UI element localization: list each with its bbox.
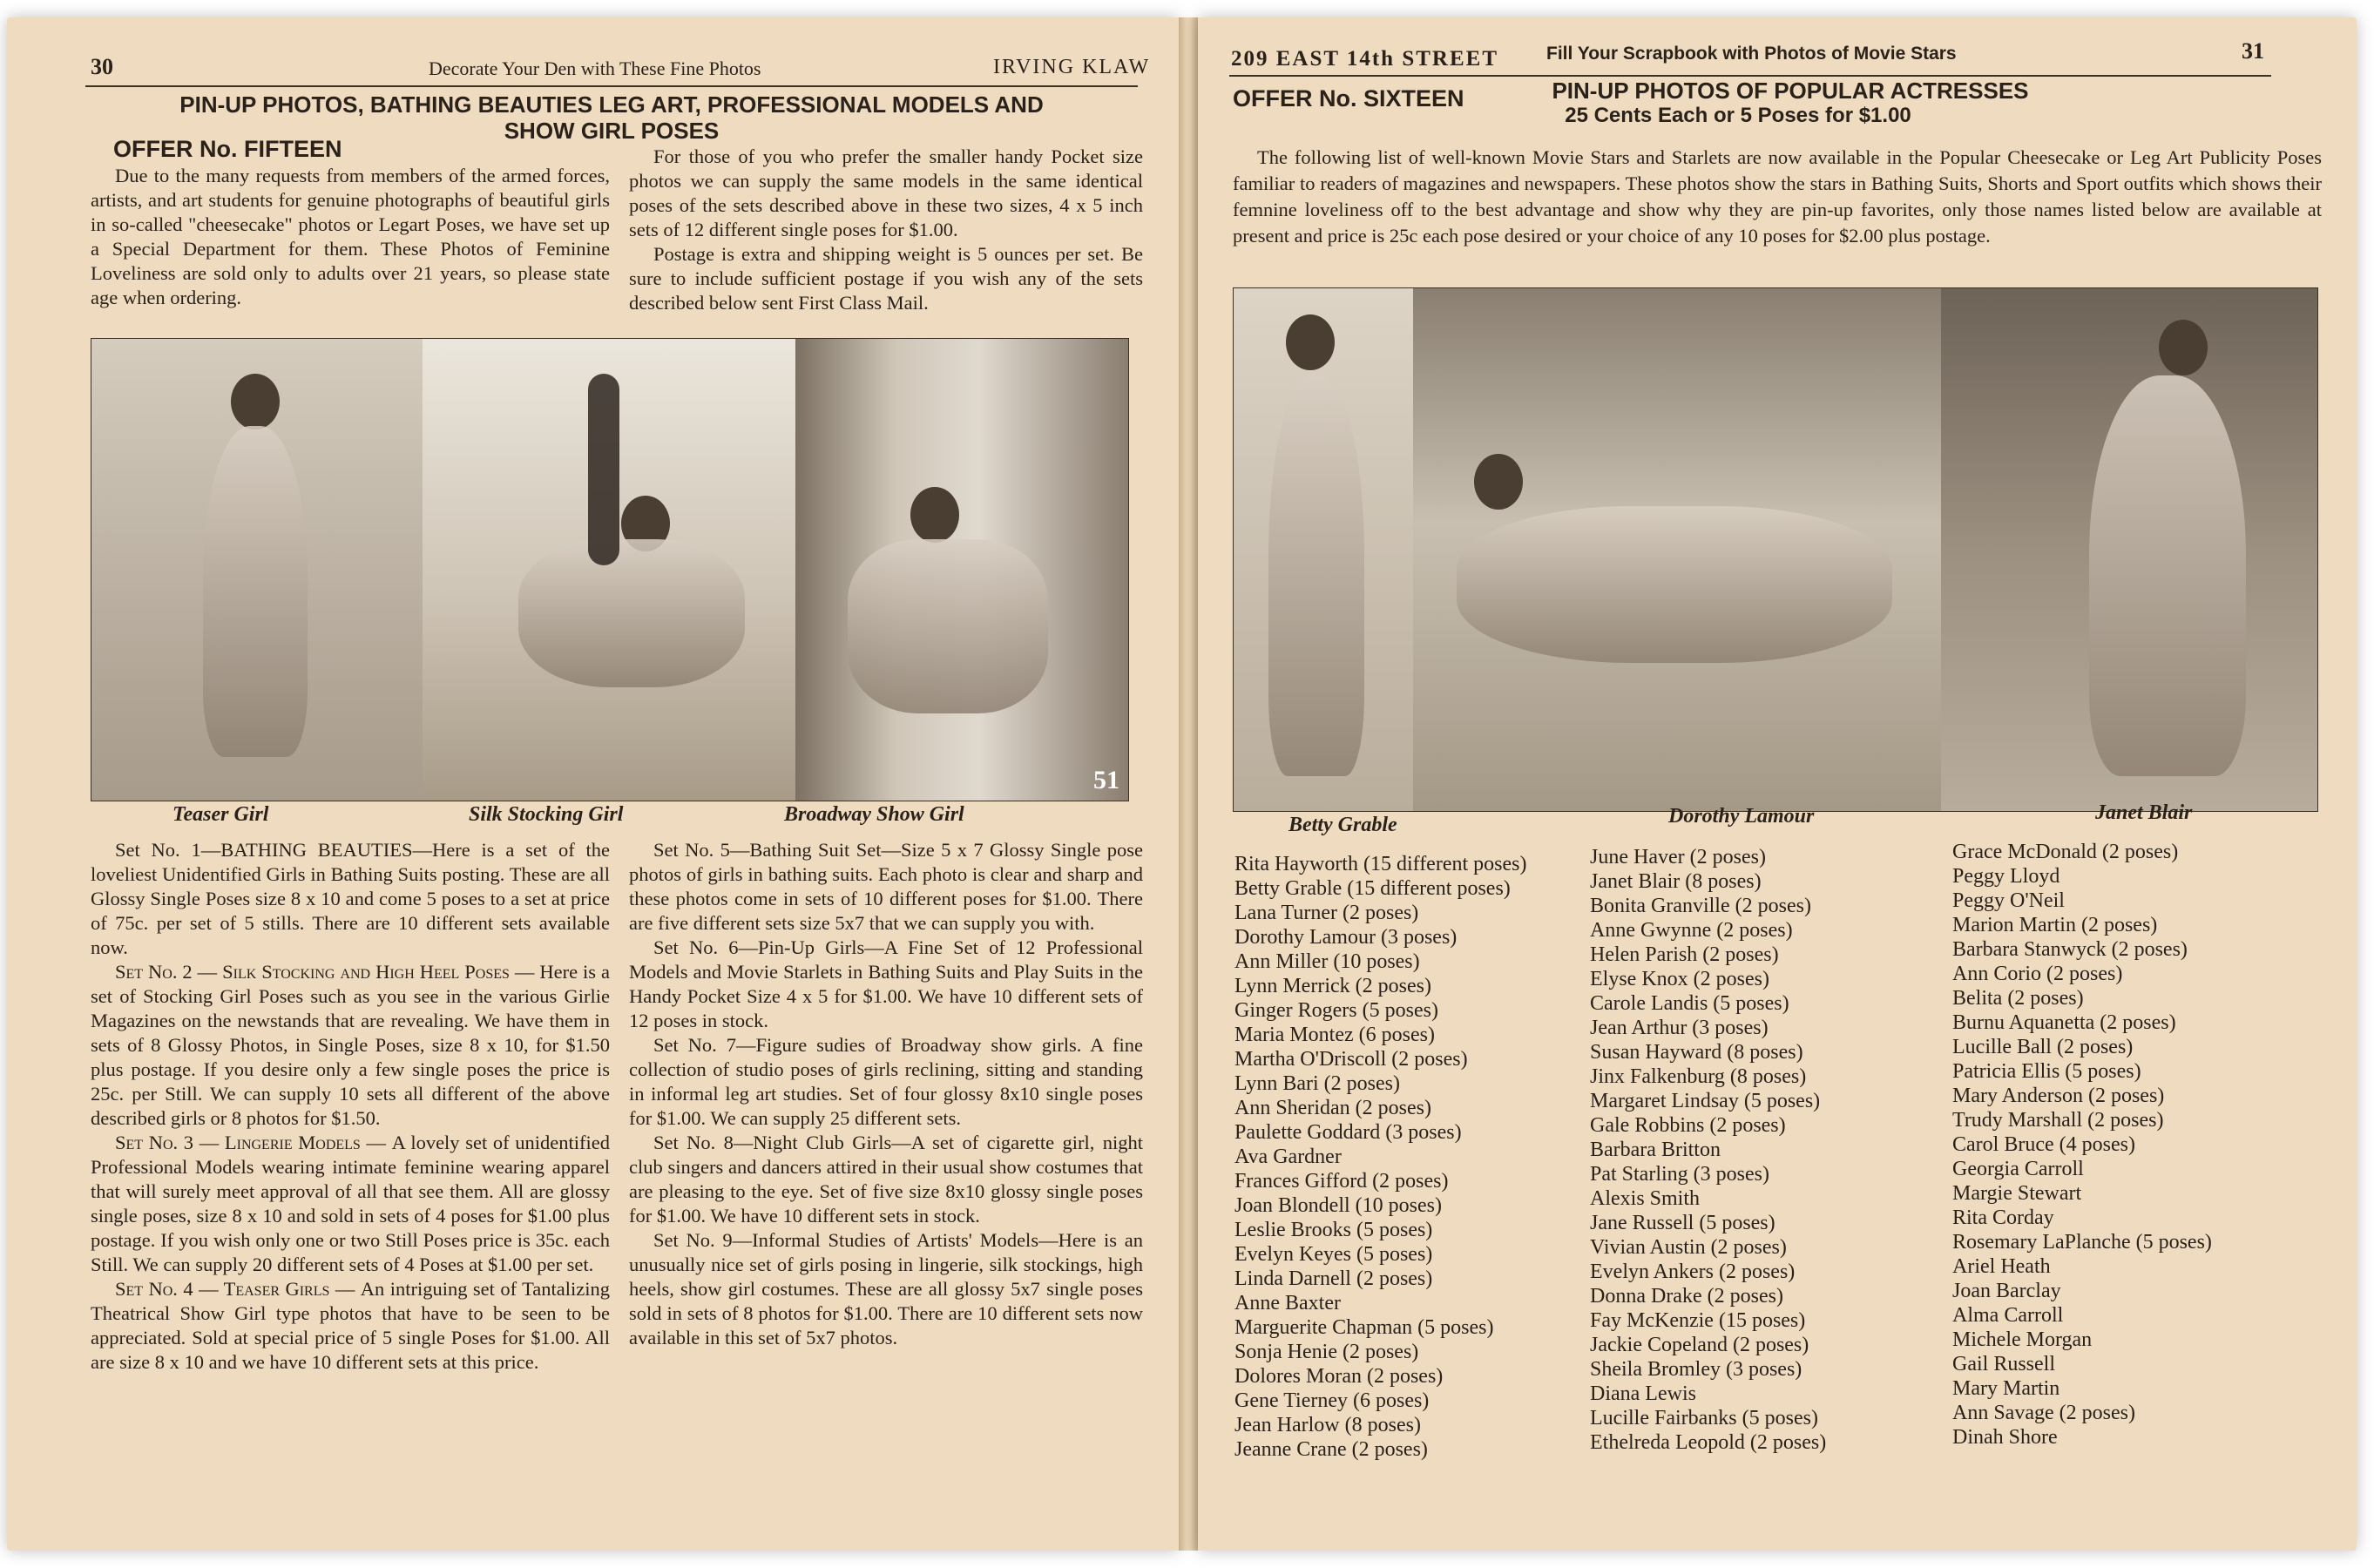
actress-list-item: Joan Blondell (10 poses)	[1234, 1194, 1442, 1217]
page-gutter	[1179, 17, 1198, 1551]
caption-janet-blair: Janet Blair	[2095, 801, 2193, 824]
set-lead: Set No. 5—	[653, 839, 750, 861]
actress-list-item: Ginger Rogers (5 poses)	[1234, 999, 1438, 1022]
actress-list-item: Joan Barclay	[1952, 1280, 2061, 1302]
silk-stocking-girl-photo	[423, 339, 795, 801]
set-paragraph	[629, 1228, 1143, 1350]
actress-list-item: June Haver (2 poses)	[1590, 846, 1766, 868]
janet-blair-photo	[1941, 288, 2317, 811]
actress-list-item: Michele Morgan	[1952, 1328, 2093, 1351]
set-paragraph	[629, 936, 1143, 1033]
caption-silk-stocking-girl: Silk Stocking Girl	[469, 803, 624, 826]
actress-list-item: Carol Bruce (4 poses)	[1952, 1133, 2135, 1156]
set-paragraph	[91, 838, 610, 960]
photo-strip-right	[1233, 287, 2318, 812]
set-lead: Set No. 3 — Lingerie Models —	[115, 1132, 392, 1153]
set-lead: Set No. 9—	[653, 1229, 753, 1251]
figure-body	[1268, 375, 1364, 776]
actress-list-column-1	[1234, 852, 1526, 1462]
actress-list-item: Elyse Knox (2 poses)	[1590, 968, 1769, 990]
figure-head	[1474, 454, 1523, 510]
figure-body	[518, 539, 745, 687]
actress-list-item: Donna Drake (2 poses)	[1590, 1285, 1783, 1308]
set-text: Bathing Suit Set—Size 5 x 7 Glossy Single pose photos of girls in bathing suits. Each photo is clear and sharp and these photos come in sets of 10 different poses for $1.00. There are five different sets size 5x7 that we can supply you with.	[629, 839, 1144, 934]
actress-list-item: Marguerite Chapman (5 poses)	[1234, 1316, 1494, 1339]
teaser-girl-photo	[91, 339, 423, 801]
actress-list-item: Rita Hayworth (15 different poses)	[1234, 853, 1527, 875]
actress-list-item: Lucille Fairbanks (5 poses)	[1590, 1407, 1818, 1429]
figure-head	[1286, 314, 1335, 370]
actress-list-item: Marion Martin (2 poses)	[1952, 914, 2158, 936]
actress-list-item: Alexis Smith	[1590, 1187, 1701, 1210]
actress-list-item: Alma Carroll	[1952, 1304, 2064, 1327]
set-text: Here is a set of the loveliest Unidentified Girls in Bathing Suits posting. These are all Glossy Single Poses size 8 x 10 and come 5 poses to a set at price of 75c. per set of 5 stills. There are 10 different sets available now.	[91, 839, 610, 958]
set-paragraph	[91, 1131, 610, 1277]
caption-dorothy-lamour: Dorothy Lamour	[1668, 805, 1815, 828]
actress-list-item: Margaret Lindsay (5 poses)	[1590, 1090, 1821, 1112]
intro-paragraph: Postage is extra and shipping weight is 5 ounces per set. Be sure to include sufficient postage if you wish any of the sets described below sent First Class Mail.	[629, 243, 1143, 314]
actress-list-item: Anne Gwynne (2 poses)	[1590, 919, 1793, 942]
actress-list-item: Bonita Granville (2 poses)	[1590, 895, 1811, 917]
actress-list-item: Jean Harlow (8 poses)	[1234, 1414, 1421, 1436]
running-head-right: Fill Your Scrapbook with Photos of Movie Stars	[1546, 44, 1957, 64]
betty-grable-photo	[1234, 288, 1413, 811]
headline-line-1: PIN-UP PHOTOS, BATHING BEAUTIES LEG ART, PROFESSIONAL MODELS AND	[179, 91, 1044, 118]
actress-list-item: Janet Blair (8 poses)	[1590, 870, 1762, 893]
offer-fifteen: OFFER No. FIFTEEN	[113, 136, 342, 162]
actress-list-item: Burnu Aquanetta (2 poses)	[1952, 1011, 2176, 1034]
running-address: 209 EAST 14th STREET	[1231, 47, 1498, 71]
set-lead: Set No. 7—	[653, 1034, 756, 1056]
actress-list-item: Sheila Bromley (3 poses)	[1590, 1358, 1802, 1381]
set-paragraph	[91, 1277, 610, 1375]
actress-list-item: Grace McDonald (2 poses)	[1952, 841, 2179, 863]
sets-column-2	[629, 838, 1143, 1350]
actress-list-item: Jean Arthur (3 poses)	[1590, 1017, 1769, 1039]
actress-list-item: Ethelreda Leopold (2 poses)	[1590, 1431, 1827, 1454]
actress-list-item: Gale Robbins (2 poses)	[1590, 1114, 1786, 1137]
actress-list-item: Anne Baxter	[1234, 1292, 1341, 1315]
actress-list-item: Peggy O'Neil	[1952, 889, 2065, 912]
intro-column-1	[91, 164, 610, 310]
figure-leg	[588, 374, 619, 565]
actress-list-item: Barbara Britton	[1590, 1139, 1721, 1161]
actress-list-item: Martha O'Driscoll (2 poses)	[1234, 1048, 1468, 1071]
offer-sixteen: OFFER No. SIXTEEN	[1233, 85, 1464, 112]
actress-list-item: Margie Stewart	[1952, 1182, 2082, 1205]
set-paragraph	[629, 838, 1143, 936]
actress-list-item: Rosemary LaPlanche (5 poses)	[1952, 1231, 2212, 1254]
set-lead: Set No. 6—	[653, 936, 759, 958]
actress-list-item: Barbara Stanwyck (2 poses)	[1952, 938, 2188, 961]
actress-list-item: Trudy Marshall (2 poses)	[1952, 1109, 2164, 1132]
actress-list-item: Paulette Goddard (3 poses)	[1234, 1121, 1462, 1144]
intro-column-2	[629, 145, 1143, 315]
actress-list-item: Dinah Shore	[1952, 1426, 2058, 1449]
actress-list-item: Jinx Falkenburg (8 poses)	[1590, 1065, 1807, 1088]
running-name: IRVING KLAW	[993, 56, 1151, 78]
figure-body	[1457, 506, 1892, 663]
set-text: Informal Studies of Artists' Models—Here is an unusually nice set of girls posing in lingerie, silk stockings, high heels, show girl costumes. These are all glossy 5x7 single poses sold in sets of 8 photos for $1.00. There are 10 different sets now available in this set of 5x7 photos.	[629, 1229, 1143, 1348]
set-paragraph	[629, 1131, 1143, 1228]
set-text: Here is a set of Stocking Girl Poses such as you see in the various Girlie Magazines on the newstands that are revealing. We have them in sets of 8 Glossy Photos, in Single Poses, size 8 x 10, for $1.50 plus postage. If you desire only a few single poses the price is 25c. per Still. We can supply 10 sets all different of the above described girls or 8 photos for $1.50.	[91, 961, 610, 1129]
actress-list-item: Mary Anderson (2 poses)	[1952, 1085, 2165, 1107]
actress-list-item: Dorothy Lamour (3 poses)	[1234, 926, 1458, 949]
actress-list-item: Gail Russell	[1952, 1353, 2055, 1375]
actress-list-item: Ariel Heath	[1952, 1255, 2051, 1278]
headline-actresses: PIN-UP PHOTOS OF POPULAR ACTRESSES	[1552, 78, 2029, 104]
actress-list-item: Jeanne Crane (2 poses)	[1234, 1438, 1428, 1461]
actress-list-item: Sonja Henie (2 poses)	[1234, 1341, 1419, 1363]
caption-broadway-show-girl: Broadway Show Girl	[784, 803, 964, 826]
actress-list-item: Ann Miller (10 poses)	[1234, 950, 1420, 973]
sets-column-1	[91, 838, 610, 1375]
actress-list-item: Lucille Ball (2 poses)	[1952, 1036, 2134, 1058]
subhead-price: 25 Cents Each or 5 Poses for $1.00	[1565, 104, 1911, 127]
actress-list-item: Belita (2 poses)	[1952, 987, 2084, 1010]
actress-list-column-2	[1590, 845, 1826, 1455]
caption-teaser-girl: Teaser Girl	[172, 803, 269, 826]
headline-line-2: SHOW GIRL POSES	[504, 118, 720, 144]
figure-body	[848, 539, 1048, 713]
actress-list-column-3	[1952, 840, 2212, 1450]
actress-list-item: Rita Corday	[1952, 1206, 2054, 1229]
broadway-show-girl-photo	[795, 339, 1128, 801]
actress-list-item: Pat Starling (3 poses)	[1590, 1163, 1769, 1186]
set-text: A lovely set of unidentified Professional Models wearing intimate feminine wearing apparel that will surely meet approval of all that see them. All are glossy single poses, size 8 x 10 and sold in sets of 4 poses for $1.00 plus postage. If you wish only one or two Still Poses price is 35c. each Still. We can supply 20 different sets of 4 Poses at $1.00 per set.	[91, 1132, 610, 1275]
actress-list-item: Lynn Bari (2 poses)	[1234, 1072, 1400, 1095]
actress-list-item: Diana Lewis	[1590, 1382, 1696, 1405]
page-number-right: 31	[2242, 38, 2264, 64]
actress-list-item: Patricia Ellis (5 poses)	[1952, 1060, 2141, 1083]
actress-list-item: Helen Parish (2 poses)	[1590, 943, 1779, 966]
actress-list-item: Jane Russell (5 poses)	[1590, 1212, 1775, 1234]
actress-list-item: Linda Darnell (2 poses)	[1234, 1267, 1433, 1290]
actress-list-item: Lynn Merrick (2 poses)	[1234, 975, 1431, 997]
set-lead: Set No. 4 — Teaser Girls —	[115, 1278, 361, 1300]
intro-paragraph: The following list of well-known Movie Stars and Starlets are now available in the Popular Cheesecake or Leg Art Publicity Poses familiar to readers of magazines and newspapers. These photos show the stars in Bathing Suits, Shorts and Sport outfits which shows their femnine loveliness off to the best advantage and show why they are pin-up favorites, only those names listed below are available at present and price is 25c each pose desired or your choice of any 10 poses for $2.00 plus postage.	[1233, 146, 2322, 247]
actress-list-item: Ann Corio (2 poses)	[1952, 963, 2123, 985]
actress-list-item: Mary Martin	[1952, 1377, 2060, 1400]
figure-head	[2159, 320, 2208, 375]
caption-betty-grable: Betty Grable	[1288, 814, 1397, 836]
intro-paragraph: Due to the many requests from members of the armed forces, artists, and art students for genuine photographs of beautiful girls in so-called "cheesecake" photos or Legart Poses, we have set up a Special Department for them. These Photos of Feminine Loveliness are sold only to adults over 21 years, so please state age when ordering.	[91, 165, 610, 308]
actress-list-item: Lana Turner (2 poses)	[1234, 902, 1419, 924]
figure-head	[231, 374, 280, 429]
actress-list-item: Frances Gifford (2 poses)	[1234, 1170, 1449, 1193]
set-lead: Set No. 2 — Silk Stocking and High Heel Poses —	[115, 961, 540, 983]
actress-list-item: Jackie Copeland (2 poses)	[1590, 1334, 1809, 1356]
actress-list-item: Peggy Lloyd	[1952, 865, 2060, 888]
figure-head	[910, 487, 959, 543]
figure-body	[2089, 375, 2246, 776]
actress-list-item: Dolores Moran (2 poses)	[1234, 1365, 1444, 1388]
set-paragraph	[91, 960, 610, 1131]
actress-list-item: Maria Montez (6 poses)	[1234, 1024, 1435, 1046]
actress-list-item: Ann Savage (2 poses)	[1952, 1402, 2135, 1424]
actress-list-item: Evelyn Ankers (2 poses)	[1590, 1260, 1796, 1283]
actress-list-item: Betty Grable (15 different poses)	[1234, 877, 1511, 900]
actress-list-item: Vivian Austin (2 poses)	[1590, 1236, 1787, 1259]
set-text: Figure sudies of Broadway show girls. A fine collection of studio poses of girls reclining, sitting and standing in informal leg art studies. Set of four glossy 8x10 single poses for $1.00. We can supply 25 different sets.	[629, 1034, 1143, 1129]
set-text: Night Club Girls—A set of cigarette girl, night club singers and dancers attired in their usual show costumes that are pleasing to the eye. Set of five size 8x10 glossy single poses for $1.00. We have 10 different sets in stock.	[629, 1132, 1143, 1227]
figure-body	[203, 426, 308, 757]
set-lead: Set No. 1—BATHING BEAUTIES—	[115, 839, 433, 861]
actress-list-item: Ava Gardner	[1234, 1146, 1342, 1168]
running-head-left: Decorate Your Den with These Fine Photos	[429, 57, 761, 79]
actress-list-item: Fay McKenzie (15 poses)	[1590, 1309, 1806, 1332]
actress-list-item: Leslie Brooks (5 poses)	[1234, 1219, 1433, 1241]
left-page	[7, 17, 1179, 1551]
actress-list-item: Gene Tierney (6 poses)	[1234, 1389, 1430, 1412]
actress-list-item: Carole Landis (5 poses)	[1590, 992, 1789, 1015]
set-lead: Set No. 8—	[653, 1132, 754, 1153]
set-text: Pin-Up Girls—A Fine Set of 12 Professional Models and Movie Starlets in Bathing Suits and Play Suits in the Handy Pocket Size 4 x 5 for $1.00. We have 10 different sets of 12 poses in stock.	[629, 936, 1143, 1031]
photo-number: 51	[1093, 766, 1119, 794]
dorothy-lamour-photo	[1413, 288, 1941, 811]
intro-actresses	[1233, 145, 2322, 249]
right-page	[1198, 17, 2357, 1551]
intro-paragraph: For those of you who prefer the smaller handy Pocket size photos we can supply the same models in the same identical poses of the sets described above in these two sizes, 4 x 5 inch sets of 12 different single poses for $1.00.	[629, 145, 1143, 240]
set-text: An intriguing set of Tantalizing Theatrical Show Girl type photos that have to be seen to be appreciated. Sold at special price of 5 single Poses for $1.00. All are size 8 x 10 and we have 10 different sets at this price.	[91, 1278, 610, 1373]
header-rule	[1229, 75, 2271, 77]
header-rule	[85, 85, 1138, 87]
actress-list-item: Ann Sheridan (2 poses)	[1234, 1097, 1431, 1119]
photo-strip-left	[91, 338, 1129, 801]
actress-list-item: Susan Hayward (8 poses)	[1590, 1041, 1803, 1064]
actress-list-item: Evelyn Keyes (5 poses)	[1234, 1243, 1433, 1266]
set-paragraph	[629, 1033, 1143, 1131]
page-number-left: 30	[91, 54, 113, 79]
actress-list-item: Georgia Carroll	[1952, 1158, 2084, 1180]
